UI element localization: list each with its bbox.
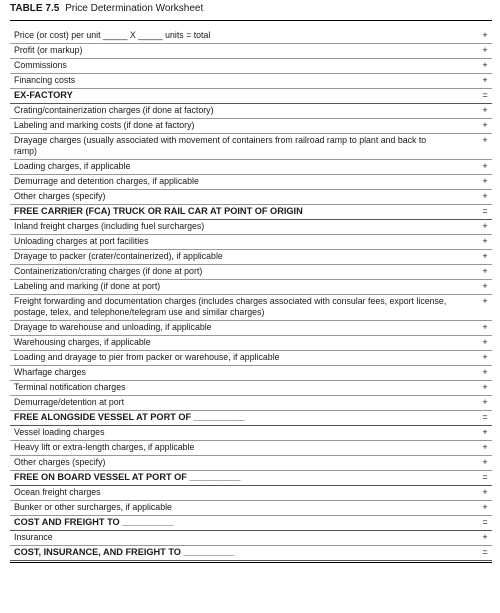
row-label: Profit (or markup)	[14, 45, 83, 55]
row-label: Drayage to warehouse and unloading, if applicable	[14, 322, 212, 332]
plus-sign: +	[482, 251, 488, 261]
row-label: Containerization/crating charges (if done at port)	[14, 266, 203, 276]
table-row	[10, 381, 492, 396]
plus-sign: +	[482, 502, 488, 512]
row-label: Wharfage charges	[14, 367, 86, 377]
table-row	[10, 74, 492, 89]
subtotal-label: COST AND FREIGHT TO __________	[14, 517, 174, 527]
subtotal-row	[10, 411, 492, 426]
row-label: Labeling and marking costs (if done at factory)	[14, 120, 195, 130]
table-row	[10, 59, 492, 74]
row-label: Ocean freight charges	[14, 487, 101, 497]
table-row	[10, 265, 492, 280]
plus-sign: +	[482, 30, 488, 40]
equals-sign: =	[482, 412, 488, 422]
row-label: Terminal notification charges	[14, 382, 126, 392]
table-row	[10, 531, 492, 546]
row-label: Loading charges, if applicable	[14, 161, 131, 171]
table-title	[10, 0, 492, 16]
equals-sign: =	[482, 472, 488, 482]
subtotal-label: EX-FACTORY	[14, 90, 73, 100]
table-row	[10, 501, 492, 516]
plus-sign: +	[482, 367, 488, 377]
table-row	[10, 426, 492, 441]
table-row	[10, 220, 492, 235]
plus-sign: +	[482, 161, 488, 171]
table-row	[10, 160, 492, 175]
plus-sign: +	[482, 322, 488, 332]
equals-sign: =	[482, 517, 488, 527]
table-row	[10, 134, 492, 160]
plus-sign: +	[482, 221, 488, 231]
row-label: Inland freight charges (including fuel surcharges)	[14, 221, 205, 231]
subtotal-label: FREE ON BOARD VESSEL AT PORT OF __________	[14, 472, 241, 482]
table-row	[10, 321, 492, 336]
plus-sign: +	[482, 60, 488, 70]
table-row	[10, 29, 492, 44]
plus-sign: +	[482, 457, 488, 467]
row-label: Other charges (specify)	[14, 191, 106, 201]
table-row	[10, 396, 492, 411]
row-label: Freight forwarding and documentation charges (includes charges associated with consular fees, export license, postage, telex, and telephone/telegram use and similar charges)	[14, 296, 447, 317]
plus-sign: +	[482, 337, 488, 347]
row-label: Drayage to packer (crater/containerized), if applicable	[14, 251, 223, 261]
title-rule	[10, 20, 492, 29]
subtotal-label: COST, INSURANCE, AND FREIGHT TO __________	[14, 547, 235, 557]
table-row	[10, 456, 492, 471]
plus-sign: +	[482, 176, 488, 186]
worksheet-rows	[10, 29, 492, 561]
row-label: Loading and drayage to pier from packer or warehouse, if applicable	[14, 352, 280, 362]
plus-sign: +	[482, 281, 488, 291]
row-label: Labeling and marking (if done at port)	[14, 281, 161, 291]
row-label: Other charges (specify)	[14, 457, 106, 467]
plus-sign: +	[482, 352, 488, 362]
table-row	[10, 235, 492, 250]
plus-sign: +	[482, 105, 488, 115]
equals-sign: =	[482, 206, 488, 216]
subtotal-label: FREE ALONGSIDE VESSEL AT PORT OF __________	[14, 412, 245, 422]
equals-sign: =	[482, 90, 488, 100]
plus-sign: +	[482, 487, 488, 497]
plus-sign: +	[482, 266, 488, 276]
plus-sign: +	[482, 236, 488, 246]
table-row	[10, 104, 492, 119]
table-row	[10, 366, 492, 381]
table-row	[10, 295, 492, 321]
table-row	[10, 486, 492, 501]
row-label: Bunker or other surcharges, if applicable	[14, 502, 172, 512]
plus-sign: +	[482, 382, 488, 392]
row-label: Financing costs	[14, 75, 76, 85]
table-title-text: Price Determination Worksheet	[65, 3, 204, 14]
table-number: TABLE 7.5	[10, 3, 60, 14]
table-row	[10, 44, 492, 59]
plus-sign: +	[482, 120, 488, 130]
subtotal-row	[10, 516, 492, 531]
row-label: Demurrage and detention charges, if applicable	[14, 176, 199, 186]
table-row	[10, 190, 492, 205]
table-row	[10, 250, 492, 265]
plus-sign: +	[482, 45, 488, 55]
plus-sign: +	[482, 532, 488, 542]
row-label: Vessel loading charges	[14, 427, 105, 437]
table-row	[10, 336, 492, 351]
plus-sign: +	[482, 75, 488, 85]
row-label: Commissions	[14, 60, 67, 70]
equals-sign: =	[482, 547, 488, 557]
row-label: Warehousing charges, if applicable	[14, 337, 151, 347]
plus-sign: +	[482, 135, 488, 145]
row-label: Insurance	[14, 532, 53, 542]
row-label: Price (or cost) per unit _____ X _____ units = total	[14, 30, 211, 40]
bottom-rule	[10, 562, 492, 563]
row-label: Crating/containerization charges (if done at factory)	[14, 105, 214, 115]
plus-sign: +	[482, 191, 488, 201]
subtotal-row	[10, 205, 492, 220]
subtotal-label: FREE CARRIER (FCA) TRUCK OR RAIL CAR AT POINT OF ORIGIN	[14, 206, 303, 216]
subtotal-row	[10, 546, 492, 561]
plus-sign: +	[482, 296, 488, 306]
table-row	[10, 175, 492, 190]
row-label: Unloading charges at port facilities	[14, 236, 149, 246]
subtotal-row	[10, 471, 492, 486]
plus-sign: +	[482, 397, 488, 407]
row-label: Drayage charges (usually associated with movement of containers from railroad ramp to plant and back to ramp)	[14, 135, 427, 156]
table-row	[10, 280, 492, 295]
subtotal-row	[10, 89, 492, 104]
plus-sign: +	[482, 442, 488, 452]
table-row	[10, 119, 492, 134]
row-label: Demurrage/detention at port	[14, 397, 125, 407]
plus-sign: +	[482, 427, 488, 437]
table-row	[10, 441, 492, 456]
row-label: Heavy lift or extra-length charges, if applicable	[14, 442, 195, 452]
table-row	[10, 351, 492, 366]
